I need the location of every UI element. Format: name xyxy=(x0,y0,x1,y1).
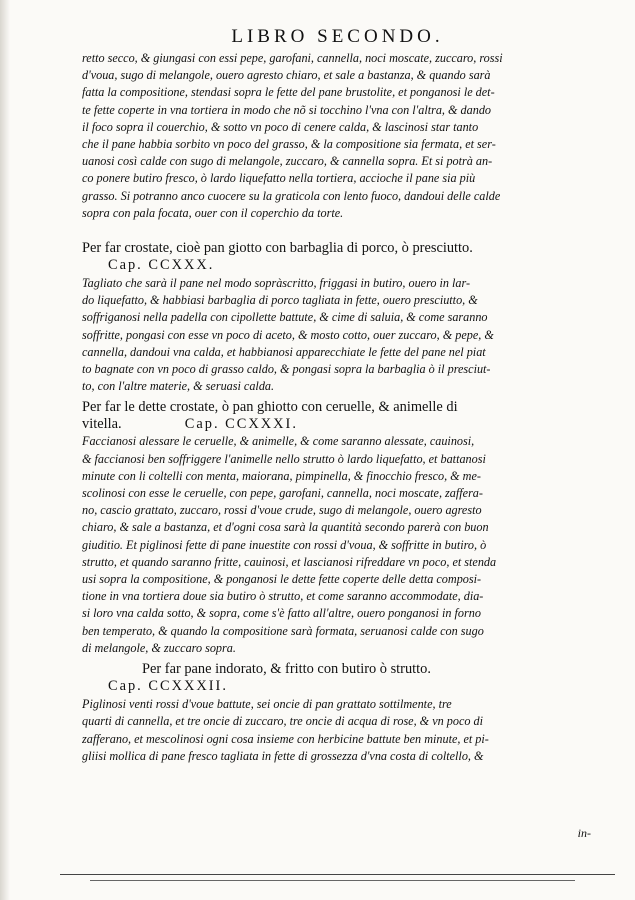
text-line: no, cascio grattato, zuccaro, rossi d'voue crude, sugo di melangole, ouero agresto xyxy=(82,503,482,518)
text-line: Piglinosi venti rossi d'voue battute, sei oncie di pan grattato sottilmente, tre xyxy=(82,697,452,712)
text-line: il foco sopra il couerchio, & sotto vn poco di cenere calda, & lascinosi star tanto xyxy=(82,119,479,134)
text-line: Faccianosi alessare le ceruelle, & animelle, & come saranno alessate, cauinosi, xyxy=(82,434,475,449)
text-line: uanosi così calde con sugo di melangole, zuccaro, & cannella sopra. Et si potrà an- xyxy=(82,154,493,169)
text-line: quarti di cannella, et tre oncie di zuccaro, tre oncie di acqua di rose, & vn poco di xyxy=(82,714,483,729)
bottom-rule xyxy=(60,874,615,875)
text-line: to bagnate con vn poco di grasso caldo, & pongasi sopra la barbaglia ò il presciut- xyxy=(82,362,491,377)
chapter-number: Cap. CCXXXII. xyxy=(108,678,228,695)
text-line: cannella, dandoui vna calda, et habbianosi apparecchiate le fette del pane nel piat xyxy=(82,344,486,359)
chapter-title: Per far pane indorato, & fritto con butiro ò strutto. xyxy=(142,661,431,678)
text-line: chiaro, & sale a bastanza, et d'ogni cosa sarà la quantità secondo parerà con buon xyxy=(82,520,489,535)
text-line: si loro vna calda sotto, & sopra, come s'è fatto all'altre, ouero ponganosi in forno xyxy=(82,606,481,621)
text-line: di melangole, & zuccaro sopra. xyxy=(82,640,236,655)
text-line: Tagliato che sarà il pane nel modo sopràscritto, friggasi in butiro, ouero in lar- xyxy=(82,276,471,291)
text-line: soffriganosi nella padella con cipollette battute, & cime di saluia, & come saranno xyxy=(82,310,488,325)
chapter-number: Cap. CCXXXI. xyxy=(184,416,298,433)
text-line: grasso. Si potranno anco cuocere su la graticola con lento fuoco, dandoui delle calde xyxy=(82,188,501,203)
text-line: usi sopra la compositione, & ponganosi le dette fette coperte delle detta composi- xyxy=(82,572,482,587)
text-line: te fette coperte in vna tortiera in modo che nõ si tocchino l'vna con l'altra, & dando xyxy=(82,102,492,117)
chapter-title-line2: vitella. xyxy=(82,416,122,433)
text-line: d'voua, sugo di melangole, ouero agresto chiaro, et sale a bastanza, & quando sarà xyxy=(82,68,491,83)
bottom-rule-secondary xyxy=(90,880,575,881)
text-line: soffritte, pongasi con esse vn poco di aceto, & mosto cotto, ouer zuccaro, & pepe, & xyxy=(82,327,494,342)
chapter-title: Per far crostate, cioè pan giotto con barbaglia di porco, ò presciutto. xyxy=(82,240,473,257)
text-line: co ponere butiro fresco, ò lardo liquefatto nella tortiera, accioche il pane sia più xyxy=(82,171,476,186)
chapter-title: Per far le dette crostate, ò pan ghiotto con ceruelle, & animelle di xyxy=(82,399,458,416)
text-line: to, con l'altre materie, & seruasi calda. xyxy=(82,379,275,394)
text-line: giuditio. Et piglinosi fette di pane inuestite con rossi d'voua, & soffritte in butiro, ò xyxy=(82,537,487,552)
chapter-paragraph xyxy=(82,275,593,395)
running-head: LIBRO SECONDO. xyxy=(231,26,444,47)
chapter-number: Cap. CCXXX. xyxy=(108,257,215,274)
text-line: minute con li coltelli con menta, maiorana, pimpinella, & finocchio fresco, & me- xyxy=(82,468,481,483)
text-line: do liquefatto, & habbiasi barbaglia di porco tagliata in fette, ouero presciutto, & xyxy=(82,293,478,308)
text-line: ben temperato, & quando la compositione sarà formata, seruanosi calde con sugo xyxy=(82,623,484,638)
chapter-paragraph xyxy=(82,696,593,765)
intro-paragraph xyxy=(82,50,593,222)
text-line: tione in vna tortiera doue sia butiro ò strutto, et come saranno accommodate, dia- xyxy=(82,589,484,604)
text-line: strutto, et quando saranno fritte, cauinosi, et lascianosi rifreddare vn poco, et stenda xyxy=(82,554,497,569)
text-line: gliisi mollica di pane fresco tagliata in fette di grossezza d'vna costa di coltello, & xyxy=(82,748,484,763)
chapter-title-continued xyxy=(82,416,593,433)
text-line: zafferano, et mescolinosi ogni cosa insieme con herbicine battute ben minute, et pi- xyxy=(82,731,489,746)
text-line: & faccianosi ben soffriggere l'animelle nello strutto ò lardo liquefatto, et battanosi xyxy=(82,451,486,466)
text-line: sopra con pala focata, ouer con il coperchio da torte. xyxy=(82,205,344,220)
text-line: scolinosi con esse le ceruelle, con pepe, garofani, cannella, noci moscate, zaffera- xyxy=(82,486,483,501)
chapter-paragraph xyxy=(82,433,593,657)
text-line: che il pane habbia sorbito vn poco del grasso, & la compositione sia fermata, et ser- xyxy=(82,137,496,152)
text-line: fatta la compositione, stendasi sopra le fette del pane brustolite, et ponganosi le det- xyxy=(82,85,495,100)
catchword: in- xyxy=(577,826,591,840)
text-line: retto secco, & giungasi con essi pepe, garofani, cannella, noci moscate, zuccaro, rossi xyxy=(82,51,503,65)
page-edge-shadow xyxy=(0,0,10,900)
